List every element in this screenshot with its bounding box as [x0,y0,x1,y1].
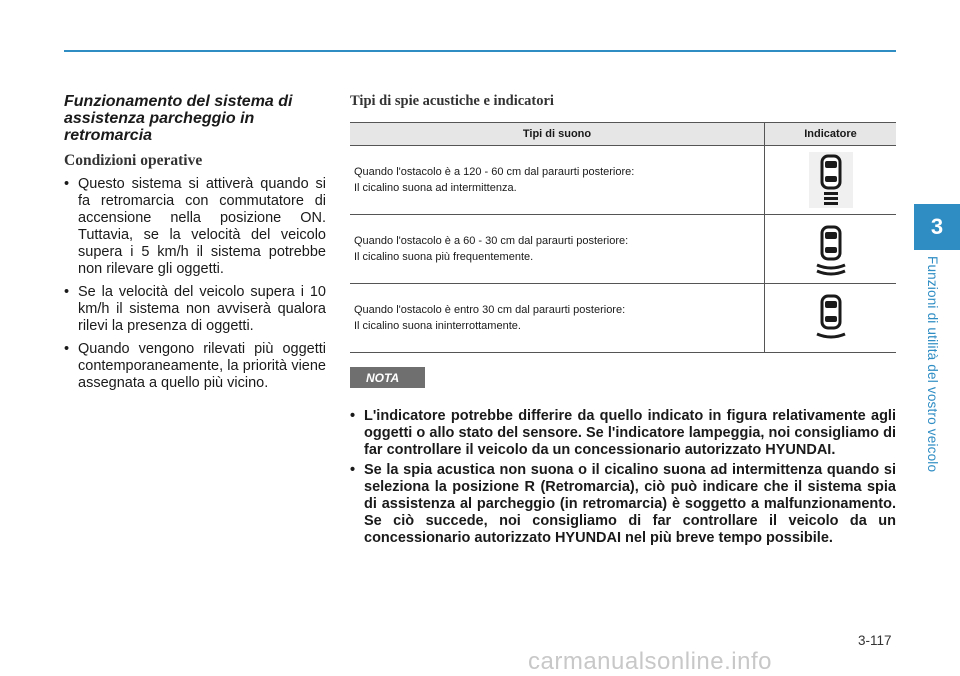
list-item: • Se la velocità del veicolo supera i 10 km/h il sistema non avviserà qualora rilevi la presenza di oggetti. [64,284,326,335]
description-line: Il cicalino suona ininterrottamente. [354,320,521,332]
chapter-side-title: Funzioni di utilità del vostro veicolo [925,256,940,473]
table-cell-indicator [765,284,897,353]
right-column [350,93,896,550]
car-mid-icon [809,221,853,277]
left-column [64,93,326,398]
table-header-sound: Tipi di suono [350,123,765,146]
table-cell-description [350,284,765,353]
description-line: Quando l'ostacolo è a 120 - 60 cm dal paraurti posteriore: [354,166,635,178]
section-title: Funzionamento del sistema di assistenza parcheggio in retromarcia [64,93,293,144]
table-row [350,215,896,284]
page-number: 3-117 [858,633,892,648]
car-near-icon [809,290,853,346]
description-line: Il cicalino suona ad intermittenza. [354,182,517,194]
note-list [350,408,896,547]
warning-types-table [350,122,896,353]
chapter-tab: 3 [914,204,960,250]
list-item: • Se la spia acustica non suona o il cicalino suona ad intermittenza quando si seleziona la posizione R (Retromarcia), ciò può indicare che il sistema spia di assistenza al parcheggio (in retromarcia) è soggetto a malfunzionamento. Se ciò succede, noi consigliamo di far controllare il veicolo da un concessionario autorizzato HYUNDAI nel più breve tempo possibile. [350,462,896,547]
watermark: carmanualsonline.info [528,648,772,675]
table-row [350,146,896,215]
list-item: • Quando vengono rilevati più oggetti contemporaneamente, la priorità viene assegnata a quello più vicino. [64,341,326,392]
list-item: • Questo sistema si attiverà quando si fa retromarcia con commutatore di accensione nella posizione ON. Tuttavia, se la velocità del veicolo supera i 5 km/h il sistema potrebbe non rilevare gli oggetti. [64,176,326,278]
description-line: Il cicalino suona più frequentemente. [354,251,534,263]
table-cell-description [350,215,765,284]
conditions-list [64,176,326,392]
table-header-indicator: Indicatore [765,123,897,146]
note-badge: NOTA [350,367,425,388]
table-cell-description [350,146,765,215]
table-row [350,284,896,353]
list-item: • L'indicatore potrebbe differire da quello indicato in figura relativamente agli oggetti o allo stato del sensore. Se l'indicatore lampeggia, noi consigliamo di far controllare il veicolo da un concessionario autorizzato HYUNDAI. [350,408,896,459]
top-rule [64,50,896,52]
table-cell-indicator [765,146,897,215]
description-line: Quando l'ostacolo è a 60 - 30 cm dal paraurti posteriore: [354,235,629,247]
table-title: Tipi di spie acustiche e indicatori [350,93,554,109]
description-line: Quando l'ostacolo è entro 30 cm dal paraurti posteriore: [354,304,626,316]
subheading-operating-conditions: Condizioni operative [64,152,203,169]
table-cell-indicator [765,215,897,284]
car-far-icon [809,152,853,208]
